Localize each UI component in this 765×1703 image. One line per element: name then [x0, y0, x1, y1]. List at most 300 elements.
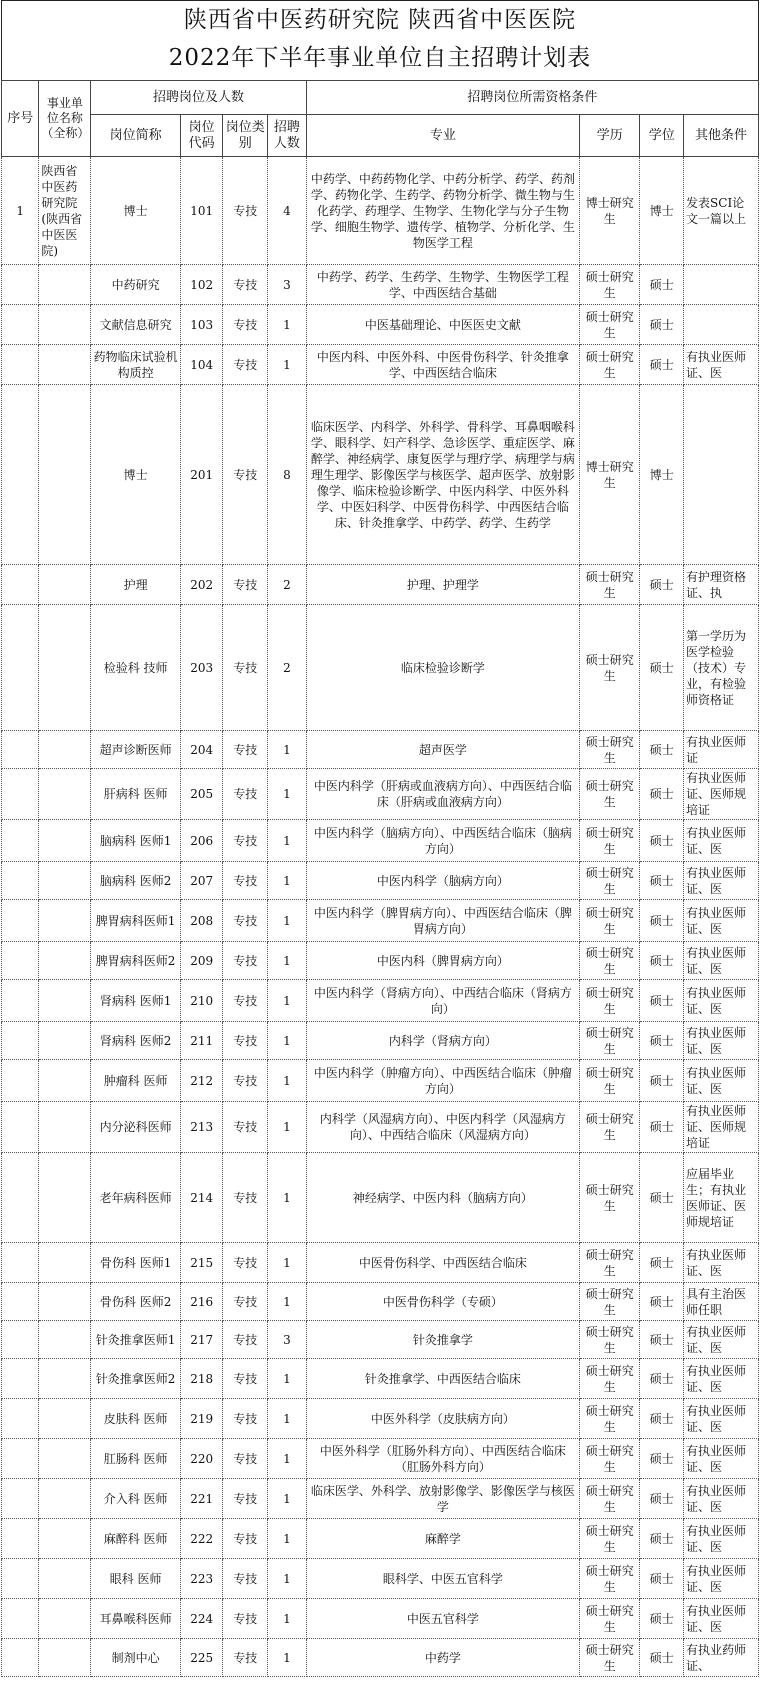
- cell-code: 208: [180, 900, 223, 942]
- cell-type: 专技: [223, 900, 268, 942]
- cell-count: 1: [268, 980, 306, 1022]
- cell-seq: [2, 980, 39, 1022]
- table-row: [2, 1439, 759, 1479]
- cell-type: 专技: [223, 1359, 268, 1399]
- cell-type: 专技: [223, 265, 268, 305]
- cell-education: 硕士研究生: [580, 820, 640, 862]
- header-count: 招聘人数: [268, 115, 306, 157]
- cell-name: 肾病科 医师2: [91, 1022, 180, 1060]
- cell-count: 1: [268, 1599, 306, 1639]
- cell-name: 脑病科 医师1: [91, 820, 180, 862]
- cell-name: 皮肤科 医师: [91, 1399, 180, 1439]
- cell-other: 有执业医师证、医: [684, 942, 759, 980]
- cell-count: 8: [268, 385, 306, 565]
- cell-count: 4: [268, 157, 306, 265]
- title-line-1: 陕西省中医药研究院 陕西省中医医院: [183, 7, 577, 33]
- cell-other: 有执业医师证、医: [684, 862, 759, 900]
- header-group-posts: 招聘岗位及人数: [91, 81, 306, 115]
- cell-seq: [2, 1060, 39, 1102]
- header-group-conditions: 招聘岗位所需资格条件: [306, 81, 758, 115]
- cell-degree: 硕士: [640, 265, 684, 305]
- cell-unit: [39, 385, 91, 565]
- recruitment-sheet: [1, 0, 759, 1677]
- cell-unit: [39, 820, 91, 862]
- cell-education: 博士研究生: [580, 157, 640, 265]
- cell-major: 中医骨伤科学、中西医结合临床: [306, 1243, 579, 1283]
- cell-major: 眼科学、中医五官科学: [306, 1559, 579, 1599]
- cell-count: 1: [268, 1639, 306, 1677]
- cell-seq: [2, 385, 39, 565]
- cell-major: 中医内科学（肝病或血液病方向）、中西医结合临床（肝病或血液病方向）: [306, 769, 579, 820]
- cell-name: 耳鼻喉科医师: [91, 1599, 180, 1639]
- cell-degree: 硕士: [640, 900, 684, 942]
- cell-degree: 硕士: [640, 1519, 684, 1559]
- cell-name: 中药研究: [91, 265, 180, 305]
- cell-seq: [2, 1399, 39, 1439]
- cell-unit: [39, 942, 91, 980]
- cell-other: 第一学历为医学检验（技术）专业，有检验师资格证: [684, 605, 759, 731]
- cell-education: 硕士研究生: [580, 265, 640, 305]
- cell-unit: [39, 1283, 91, 1321]
- cell-major: 针灸推拿学: [306, 1321, 579, 1359]
- cell-name: 针灸推拿医师1: [91, 1321, 180, 1359]
- cell-degree: 硕士: [640, 1399, 684, 1439]
- cell-type: 专技: [223, 1022, 268, 1060]
- cell-education: 硕士研究生: [580, 942, 640, 980]
- header-other: 其他条件: [684, 115, 759, 157]
- cell-education: 硕士研究生: [580, 1519, 640, 1559]
- cell-count: 1: [268, 1153, 306, 1243]
- cell-major: 中医内科学（脑病方向）、中西医结合临床（脑病方向）: [306, 820, 579, 862]
- table-row: [2, 942, 759, 980]
- cell-degree: 博士: [640, 385, 684, 565]
- cell-other: 应届毕业生；有执业医师证、医师规培证: [684, 1153, 759, 1243]
- cell-education: 博士研究生: [580, 385, 640, 565]
- cell-major: 中医内科、中医外科、中医骨伤科学、针灸推拿学、中西医结合临床: [306, 345, 579, 385]
- cell-unit: [39, 565, 91, 605]
- cell-major: 麻醉学: [306, 1519, 579, 1559]
- cell-other: 有执业医师证、医: [684, 1243, 759, 1283]
- table-row: [2, 1321, 759, 1359]
- table-row: [2, 1479, 759, 1519]
- cell-major: 针灸推拿学、中西医结合临床: [306, 1359, 579, 1399]
- cell-major: 超声医学: [306, 731, 579, 769]
- cell-major: 护理、护理学: [306, 565, 579, 605]
- table-row: [2, 980, 759, 1022]
- cell-code: 202: [180, 565, 223, 605]
- cell-seq: [2, 1439, 39, 1479]
- table-row: [2, 1243, 759, 1283]
- cell-count: 1: [268, 769, 306, 820]
- cell-count: 1: [268, 1102, 306, 1153]
- cell-unit: [39, 1639, 91, 1677]
- cell-code: 222: [180, 1519, 223, 1559]
- cell-type: 专技: [223, 305, 268, 345]
- table-row: [2, 820, 759, 862]
- table-row: [2, 1599, 759, 1639]
- cell-major: 临床医学、内科学、外科学、骨科学、耳鼻咽喉科学、眼科学、妇产科学、急诊医学、重症医学、麻醉学、神经病学、康复医学与理疗学、病理学与病理生理学、影像医学与核医学、超声医学、放射影像学、临床检验诊断学、中医内科学、中医外科学、中医妇科学、中医骨伤科学、中西医结合临床、针灸推拿学、中药学、药学、生药学: [306, 385, 579, 565]
- cell-type: 专技: [223, 385, 268, 565]
- cell-other: 有执业医师证、医: [684, 1321, 759, 1359]
- cell-degree: 硕士: [640, 980, 684, 1022]
- table-row: [2, 1022, 759, 1060]
- cell-code: 215: [180, 1243, 223, 1283]
- table-row: [2, 1559, 759, 1599]
- cell-code: 104: [180, 345, 223, 385]
- cell-count: 2: [268, 605, 306, 731]
- cell-type: 专技: [223, 345, 268, 385]
- cell-unit: [39, 731, 91, 769]
- cell-major: 中药学、中药药物化学、中药分析学、药学、药剂学、药物化学、生药学、药物分析学、微生物与生化药学、药理学、生物学、生物化学与分子生物学、细胞生物学、遗传学、植物学、分析化学、生物医学工程: [306, 157, 579, 265]
- cell-degree: 硕士: [640, 1060, 684, 1102]
- header-seq: 序号: [2, 81, 39, 157]
- cell-name: 超声诊断医师: [91, 731, 180, 769]
- cell-seq: [2, 305, 39, 345]
- cell-count: 1: [268, 1559, 306, 1599]
- table-row: [2, 731, 759, 769]
- cell-name: 眼科 医师: [91, 1559, 180, 1599]
- cell-name: 脾胃病科医师1: [91, 900, 180, 942]
- cell-count: 1: [268, 1479, 306, 1519]
- cell-education: 硕士研究生: [580, 305, 640, 345]
- cell-other: 有执业医师证、医: [684, 345, 759, 385]
- cell-count: 3: [268, 1321, 306, 1359]
- cell-code: 225: [180, 1639, 223, 1677]
- cell-code: 103: [180, 305, 223, 345]
- cell-degree: 硕士: [640, 769, 684, 820]
- cell-other: 有执业医师证、医: [684, 1439, 759, 1479]
- cell-count: 1: [268, 1439, 306, 1479]
- cell-seq: [2, 1321, 39, 1359]
- cell-type: 专技: [223, 1559, 268, 1599]
- cell-education: 硕士研究生: [580, 1102, 640, 1153]
- cell-count: 3: [268, 265, 306, 305]
- cell-code: 212: [180, 1060, 223, 1102]
- cell-name: 针灸推拿医师2: [91, 1359, 180, 1399]
- cell-name: 内分泌科医师: [91, 1102, 180, 1153]
- cell-other: 有执业医师证、医: [684, 1559, 759, 1599]
- cell-type: 专技: [223, 820, 268, 862]
- cell-unit: [39, 605, 91, 731]
- cell-count: 1: [268, 305, 306, 345]
- cell-name: 肿瘤科 医师: [91, 1060, 180, 1102]
- cell-other: 有执业医师证、医: [684, 1022, 759, 1060]
- cell-type: 专技: [223, 1639, 268, 1677]
- cell-code: 210: [180, 980, 223, 1022]
- cell-count: 1: [268, 1243, 306, 1283]
- cell-type: 专技: [223, 1102, 268, 1153]
- cell-seq: [2, 1022, 39, 1060]
- table-row: [2, 1060, 759, 1102]
- cell-code: 209: [180, 942, 223, 980]
- cell-name: 博士: [91, 157, 180, 265]
- cell-count: 1: [268, 1022, 306, 1060]
- cell-education: 硕士研究生: [580, 1243, 640, 1283]
- cell-education: 硕士研究生: [580, 1399, 640, 1439]
- cell-unit: [39, 900, 91, 942]
- cell-education: 硕士研究生: [580, 1479, 640, 1519]
- cell-education: 硕士研究生: [580, 1439, 640, 1479]
- cell-education: 硕士研究生: [580, 605, 640, 731]
- cell-other: 有执业医师证、医: [684, 1060, 759, 1102]
- cell-type: 专技: [223, 862, 268, 900]
- cell-count: 1: [268, 731, 306, 769]
- cell-code: 102: [180, 265, 223, 305]
- cell-count: 1: [268, 345, 306, 385]
- cell-degree: 硕士: [640, 1359, 684, 1399]
- cell-degree: 硕士: [640, 345, 684, 385]
- cell-degree: 博士: [640, 157, 684, 265]
- cell-type: 专技: [223, 1153, 268, 1243]
- header-major: 专业: [306, 115, 579, 157]
- cell-education: 硕士研究生: [580, 1153, 640, 1243]
- cell-major: 内科学（肾病方向）: [306, 1022, 579, 1060]
- cell-other: 有执业药师证、: [684, 1639, 759, 1677]
- header-degree: 学位: [640, 115, 684, 157]
- table-row: [2, 862, 759, 900]
- cell-type: 专技: [223, 942, 268, 980]
- cell-name: 博士: [91, 385, 180, 565]
- cell-code: 213: [180, 1102, 223, 1153]
- cell-name: 护理: [91, 565, 180, 605]
- cell-seq: [2, 1283, 39, 1321]
- cell-degree: 硕士: [640, 862, 684, 900]
- cell-count: 1: [268, 1060, 306, 1102]
- table-body: [2, 157, 759, 1677]
- cell-seq: [2, 1153, 39, 1243]
- table-row: [2, 305, 759, 345]
- cell-code: 214: [180, 1153, 223, 1243]
- cell-other: 有执业医师证、医: [684, 1359, 759, 1399]
- cell-count: 1: [268, 900, 306, 942]
- header-name: 岗位简称: [91, 115, 180, 157]
- cell-count: 1: [268, 1359, 306, 1399]
- cell-education: 硕士研究生: [580, 1599, 640, 1639]
- cell-other: 有执业医师证、医: [684, 1519, 759, 1559]
- cell-unit: [39, 265, 91, 305]
- cell-name: 老年病科医师: [91, 1153, 180, 1243]
- cell-type: 专技: [223, 980, 268, 1022]
- cell-code: 219: [180, 1399, 223, 1439]
- cell-code: 211: [180, 1022, 223, 1060]
- cell-code: 221: [180, 1479, 223, 1519]
- cell-major: 中医外科学（皮肤病方向）: [306, 1399, 579, 1439]
- cell-degree: 硕士: [640, 731, 684, 769]
- cell-code: 201: [180, 385, 223, 565]
- cell-name: 肾病科 医师1: [91, 980, 180, 1022]
- cell-code: 204: [180, 731, 223, 769]
- cell-major: 中药学: [306, 1639, 579, 1677]
- cell-code: 224: [180, 1599, 223, 1639]
- table-row: [2, 565, 759, 605]
- cell-other: [684, 265, 759, 305]
- cell-unit: [39, 1479, 91, 1519]
- cell-degree: 硕士: [640, 1283, 684, 1321]
- cell-education: 硕士研究生: [580, 1639, 640, 1677]
- cell-unit: [39, 1519, 91, 1559]
- cell-degree: 硕士: [640, 1639, 684, 1677]
- cell-major: 神经病学、中医内科（脑病方向）: [306, 1153, 579, 1243]
- cell-education: 硕士研究生: [580, 862, 640, 900]
- cell-name: 文献信息研究: [91, 305, 180, 345]
- cell-type: 专技: [223, 1399, 268, 1439]
- cell-code: 203: [180, 605, 223, 731]
- cell-unit: [39, 1243, 91, 1283]
- cell-education: 硕士研究生: [580, 900, 640, 942]
- cell-unit: 陕西省中医药研究院(陕西省中医医院): [39, 157, 91, 265]
- cell-code: 216: [180, 1283, 223, 1321]
- cell-degree: 硕士: [640, 1321, 684, 1359]
- cell-type: 专技: [223, 1479, 268, 1519]
- table-row: [2, 157, 759, 265]
- cell-degree: 硕士: [640, 605, 684, 731]
- cell-name: 肛肠科 医师: [91, 1439, 180, 1479]
- cell-name: 介入科 医师: [91, 1479, 180, 1519]
- table-row: [2, 769, 759, 820]
- cell-count: 1: [268, 820, 306, 862]
- cell-degree: 硕士: [640, 565, 684, 605]
- cell-other: [684, 385, 759, 565]
- cell-major: 临床医学、外科学、放射影像学、影像医学与核医学: [306, 1479, 579, 1519]
- cell-major: 中医内科学（肿瘤方向）、中西医结合临床（肿瘤方向）: [306, 1060, 579, 1102]
- cell-degree: 硕士: [640, 1559, 684, 1599]
- cell-name: 脑病科 医师2: [91, 862, 180, 900]
- cell-other: 有执业医师证: [684, 731, 759, 769]
- cell-name: 检验科 技师: [91, 605, 180, 731]
- cell-seq: [2, 820, 39, 862]
- cell-seq: [2, 900, 39, 942]
- cell-seq: [2, 731, 39, 769]
- cell-count: 2: [268, 565, 306, 605]
- cell-degree: 硕士: [640, 1479, 684, 1519]
- cell-other: 有执业医师证、医: [684, 980, 759, 1022]
- table-row: [2, 1639, 759, 1677]
- cell-unit: [39, 1599, 91, 1639]
- cell-major: 中医内科学（脾胃病方向）、中西医结合临床（脾胃病方向）: [306, 900, 579, 942]
- cell-other: 有执业医师证、医: [684, 1399, 759, 1439]
- cell-education: 硕士研究生: [580, 1022, 640, 1060]
- cell-unit: [39, 769, 91, 820]
- cell-education: 硕士研究生: [580, 1359, 640, 1399]
- cell-unit: [39, 1022, 91, 1060]
- cell-major: 中医五官科学: [306, 1599, 579, 1639]
- cell-other: 有执业医师证、医: [684, 820, 759, 862]
- cell-type: 专技: [223, 1599, 268, 1639]
- cell-seq: 1: [2, 157, 39, 265]
- cell-education: 硕士研究生: [580, 1559, 640, 1599]
- cell-other: 有护理资格证、执: [684, 565, 759, 605]
- title-line-2: 2022年下半年事业单位自主招聘计划表: [168, 45, 592, 71]
- cell-degree: 硕士: [640, 1439, 684, 1479]
- cell-other: 有执业医师证、医: [684, 900, 759, 942]
- cell-degree: 硕士: [640, 1153, 684, 1243]
- cell-unit: [39, 1559, 91, 1599]
- table-row: [2, 1519, 759, 1559]
- cell-code: 223: [180, 1559, 223, 1599]
- cell-seq: [2, 1519, 39, 1559]
- cell-unit: [39, 1439, 91, 1479]
- header-unit: 事业单位名称（全称）: [39, 81, 91, 157]
- cell-type: 专技: [223, 1060, 268, 1102]
- cell-education: 硕士研究生: [580, 980, 640, 1022]
- cell-unit: [39, 345, 91, 385]
- table-row: [2, 1359, 759, 1399]
- cell-seq: [2, 862, 39, 900]
- table-row: [2, 385, 759, 565]
- cell-degree: 硕士: [640, 1102, 684, 1153]
- cell-major: 中医基础理论、中医医史文献: [306, 305, 579, 345]
- cell-code: 206: [180, 820, 223, 862]
- cell-degree: 硕士: [640, 942, 684, 980]
- cell-code: 205: [180, 769, 223, 820]
- cell-name: 药物临床试验机构质控: [91, 345, 180, 385]
- cell-code: 217: [180, 1321, 223, 1359]
- cell-education: 硕士研究生: [580, 345, 640, 385]
- cell-count: 1: [268, 1519, 306, 1559]
- table-row: [2, 265, 759, 305]
- recruitment-table: [1, 80, 759, 1677]
- cell-name: 骨伤科 医师2: [91, 1283, 180, 1321]
- cell-seq: [2, 1559, 39, 1599]
- cell-seq: [2, 1102, 39, 1153]
- cell-seq: [2, 1359, 39, 1399]
- cell-major: 中药学、药学、生药学、生物学、生物医学工程学、中西医结合基础: [306, 265, 579, 305]
- cell-major: 中医骨伤科学（专硕）: [306, 1283, 579, 1321]
- cell-degree: 硕士: [640, 305, 684, 345]
- table-row: [2, 1153, 759, 1243]
- cell-seq: [2, 265, 39, 305]
- cell-count: 1: [268, 942, 306, 980]
- table-header: [2, 81, 759, 157]
- cell-name: 麻醉科 医师: [91, 1519, 180, 1559]
- cell-seq: [2, 1479, 39, 1519]
- cell-count: 1: [268, 862, 306, 900]
- cell-seq: [2, 565, 39, 605]
- cell-code: 218: [180, 1359, 223, 1399]
- cell-name: 骨伤科 医师1: [91, 1243, 180, 1283]
- cell-name: 制剂中心: [91, 1639, 180, 1677]
- cell-unit: [39, 862, 91, 900]
- cell-education: 硕士研究生: [580, 1321, 640, 1359]
- cell-count: 1: [268, 1283, 306, 1321]
- header-type: 岗位类别: [223, 115, 268, 157]
- cell-degree: 硕士: [640, 1243, 684, 1283]
- table-row: [2, 1399, 759, 1439]
- cell-major: 中医内科学（肾病方向）、中西结合临床（肾病方向）: [306, 980, 579, 1022]
- table-row: [2, 345, 759, 385]
- cell-major: 中医内科（脾胃病方向）: [306, 942, 579, 980]
- cell-education: 硕士研究生: [580, 1060, 640, 1102]
- cell-other: 有执业医师证、医师规培证: [684, 1102, 759, 1153]
- cell-seq: [2, 1639, 39, 1677]
- cell-type: 专技: [223, 605, 268, 731]
- cell-unit: [39, 1153, 91, 1243]
- cell-seq: [2, 942, 39, 980]
- cell-other: 有执业医师证、医师规培证: [684, 769, 759, 820]
- cell-degree: 硕士: [640, 1022, 684, 1060]
- table-row: [2, 1283, 759, 1321]
- cell-type: 专技: [223, 769, 268, 820]
- cell-other: 具有主治医师任职: [684, 1283, 759, 1321]
- cell-name: 脾胃病科医师2: [91, 942, 180, 980]
- cell-unit: [39, 1359, 91, 1399]
- cell-seq: [2, 605, 39, 731]
- cell-major: 临床检验诊断学: [306, 605, 579, 731]
- cell-seq: [2, 345, 39, 385]
- cell-other: 发表SCI论文一篇以上: [684, 157, 759, 265]
- cell-type: 专技: [223, 1439, 268, 1479]
- cell-unit: [39, 980, 91, 1022]
